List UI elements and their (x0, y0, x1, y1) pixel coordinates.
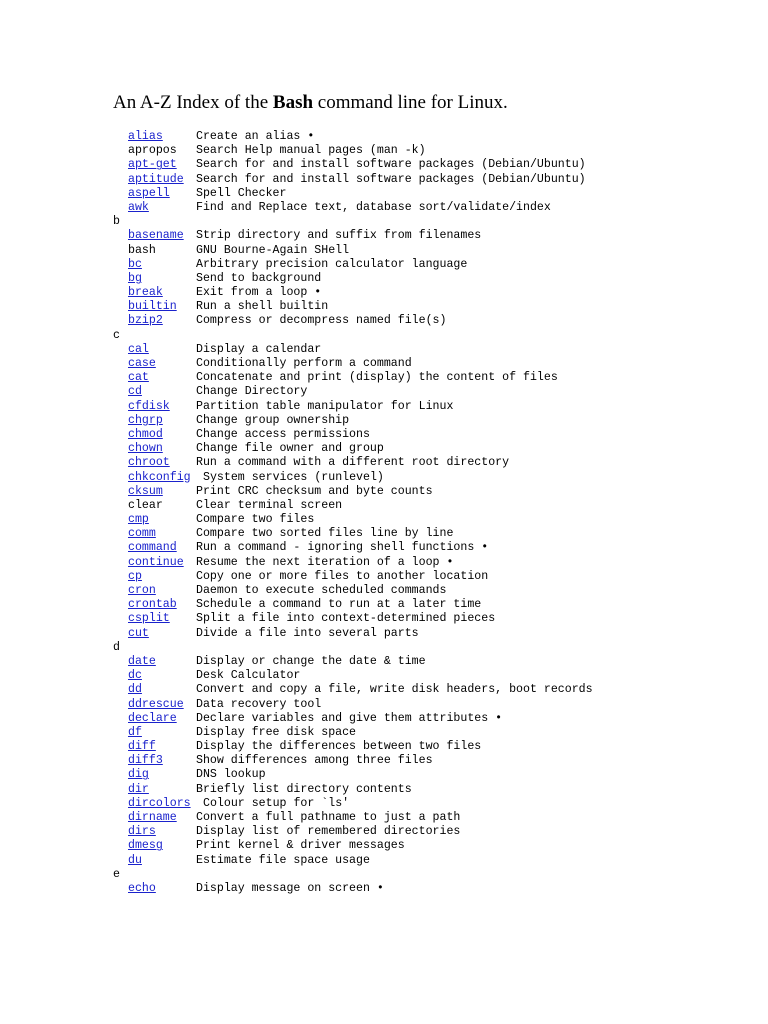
title-prefix: An A-Z Index of the (113, 92, 273, 113)
command-description: Briefly list directory contents (196, 782, 412, 796)
command-link-dirname[interactable]: dirname (128, 811, 177, 824)
command-link-diff3[interactable]: diff3 (128, 754, 163, 768)
command-row (0, 825, 768, 839)
command-link-bg[interactable]: bg (128, 271, 142, 285)
page-title (113, 91, 508, 115)
command-link-cal[interactable]: cal (128, 342, 149, 356)
command-row (0, 456, 768, 470)
command-row (0, 371, 768, 385)
command-link-echo[interactable]: echo (128, 881, 156, 895)
command-description: Convert and copy a file, write disk headers, boot records (196, 683, 593, 697)
command-row (0, 499, 768, 513)
command-description: Arbitrary precision calculator language (196, 257, 468, 271)
command-link-bc[interactable]: bc (128, 257, 142, 271)
section-letter: d (113, 640, 120, 654)
command-link-aptitude[interactable]: aptitude (128, 172, 184, 186)
command-row (0, 187, 768, 201)
command-link-date[interactable]: date (128, 654, 156, 668)
command-row (0, 570, 768, 584)
command-description: Display message on screen • (196, 881, 384, 895)
command-description: Search for and install software packages (Debian/Ubuntu) (196, 158, 586, 172)
command-row (0, 712, 768, 726)
command-link-du[interactable]: du (128, 853, 142, 867)
command-link-continue[interactable]: continue (128, 555, 184, 569)
command-row (0, 130, 768, 144)
command-description: Colour setup for `ls' (203, 796, 350, 810)
command-row (0, 768, 768, 782)
command-description: Change Directory (196, 385, 308, 399)
command-description: Estimate file space usage (196, 853, 370, 867)
command-row (0, 683, 768, 697)
section-letter: b (113, 215, 120, 229)
command-description: Divide a file into several parts (196, 626, 419, 640)
command-row (0, 485, 768, 499)
command-row (0, 797, 768, 811)
command-description: Create an alias • (196, 130, 315, 143)
command-link-chroot[interactable]: chroot (128, 456, 170, 470)
command-description: Send to background (196, 271, 322, 285)
command-description: Exit from a loop • (196, 286, 322, 300)
command-row (0, 541, 768, 555)
command-row (0, 584, 768, 598)
command-description: Copy one or more files to another location (196, 569, 489, 583)
command-description: Declare variables and give them attributes • (196, 711, 503, 725)
command-link-dircolors[interactable]: dircolors (128, 796, 191, 810)
command-link-df[interactable]: df (128, 725, 142, 739)
command-link-cp[interactable]: cp (128, 569, 142, 583)
command-row (0, 343, 768, 357)
command-link-cut[interactable]: cut (128, 626, 149, 640)
command-row (0, 173, 768, 187)
command-link-dig[interactable]: dig (128, 768, 149, 782)
command-description: Convert a full pathname to just a path (196, 811, 461, 824)
command-row (0, 144, 768, 158)
command-link-declare[interactable]: declare (128, 711, 177, 725)
command-row (0, 442, 768, 456)
command-description: Change file owner and group (196, 442, 384, 456)
command-description: Display list of remembered directories (196, 825, 461, 839)
command-row (0, 300, 768, 314)
command-description: Run a command with a different root directory (196, 456, 510, 470)
command-row (0, 754, 768, 768)
command-description: Search Help manual pages (man -k) (196, 144, 426, 158)
command-description: Display or change the date & time (196, 654, 426, 668)
command-row (0, 527, 768, 541)
command-row (0, 414, 768, 428)
command-description: Compare two sorted files line by line (196, 527, 454, 541)
command-link-comm[interactable]: comm (128, 527, 156, 541)
command-link-awk[interactable]: awk (128, 200, 149, 214)
section-letter-row (0, 329, 768, 343)
command-row (0, 740, 768, 754)
command-link-dirs[interactable]: dirs (128, 825, 156, 839)
command-link-chown[interactable]: chown (128, 442, 163, 456)
command-description: Desk Calculator (196, 669, 301, 683)
command-link-aspell[interactable]: aspell (128, 186, 170, 200)
command-row (0, 471, 768, 485)
command-row (0, 201, 768, 215)
command-description: Clear terminal screen (196, 498, 343, 512)
command-link-cron[interactable]: cron (128, 584, 156, 597)
command-link-chgrp[interactable]: chgrp (128, 413, 163, 427)
command-description: Change access permissions (196, 427, 370, 441)
command-description: Run a command - ignoring shell functions • (196, 541, 489, 555)
command-link-apt-get[interactable]: apt-get (128, 158, 177, 172)
command-link-diff[interactable]: diff (128, 740, 156, 754)
command-description: Search for and install software packages (Debian/Ubuntu) (196, 172, 586, 186)
command-row (0, 598, 768, 612)
command-row (0, 385, 768, 399)
command-link-dd[interactable]: dd (128, 683, 142, 697)
command-description: Find and Replace text, database sort/validate/index (196, 200, 551, 214)
command-link-crontab[interactable]: crontab (128, 598, 177, 612)
command-row (0, 314, 768, 328)
section-letter-row (0, 868, 768, 882)
command-link-cat[interactable]: cat (128, 371, 149, 385)
command-row (0, 158, 768, 172)
section-letter-row (0, 215, 768, 229)
command-link-basename[interactable]: basename (128, 229, 184, 243)
command-name-apropos: apropos (128, 144, 177, 158)
command-name-clear: clear (128, 498, 163, 512)
section-letter-row (0, 641, 768, 655)
command-row (0, 272, 768, 286)
command-link-command[interactable]: command (128, 541, 177, 555)
command-link-case[interactable]: case (128, 357, 156, 370)
command-description: Conditionally perform a command (196, 357, 412, 370)
command-description: GNU Bourne-Again SHell (196, 243, 350, 257)
command-row (0, 428, 768, 442)
title-bold: Bash (272, 92, 314, 113)
command-row (0, 357, 768, 371)
command-description: Spell Checker (196, 186, 287, 200)
command-row (0, 811, 768, 825)
command-link-dc[interactable]: dc (128, 669, 142, 683)
command-description: Print kernel & driver messages (196, 839, 405, 853)
command-description: Partition table manipulator for Linux (196, 399, 454, 413)
command-link-ddrescue[interactable]: ddrescue (128, 697, 184, 711)
command-row (0, 783, 768, 797)
command-row (0, 726, 768, 740)
command-description: DNS lookup (196, 768, 266, 782)
command-row (0, 400, 768, 414)
command-row (0, 244, 768, 258)
command-row (0, 556, 768, 570)
command-description: Compress or decompress named file(s) (196, 314, 447, 328)
section-letter: c (113, 328, 120, 342)
command-row (0, 286, 768, 300)
command-row (0, 229, 768, 243)
command-description: Concatenate and print (display) the content of files (196, 371, 558, 385)
command-description: Show differences among three files (196, 754, 433, 768)
title-suffix: command line for Linux. (313, 92, 508, 113)
command-description: Resume the next iteration of a loop • (196, 555, 454, 569)
command-description: Compare two files (196, 513, 315, 527)
command-description: Change group ownership (196, 413, 350, 427)
section-letter: e (113, 867, 120, 881)
command-description: Print CRC checksum and byte counts (196, 484, 433, 498)
command-description: Display the differences between two files (196, 740, 482, 754)
command-row (0, 669, 768, 683)
command-link-builtin[interactable]: builtin (128, 300, 177, 314)
command-description: Run a shell builtin (196, 300, 329, 314)
command-description: Data recovery tool (196, 697, 322, 711)
command-link-cmp[interactable]: cmp (128, 513, 149, 527)
command-description: Split a file into context-determined pieces (196, 612, 496, 626)
command-row (0, 513, 768, 527)
command-description: System services (runlevel) (203, 470, 384, 484)
command-link-alias[interactable]: alias (128, 130, 163, 143)
command-description: Display a calendar (196, 342, 322, 356)
command-link-bzip2[interactable]: bzip2 (128, 314, 163, 328)
command-row (0, 655, 768, 669)
command-row (0, 839, 768, 853)
command-link-cd[interactable]: cd (128, 385, 142, 399)
command-row (0, 882, 768, 896)
command-link-chmod[interactable]: chmod (128, 427, 163, 441)
command-description: Display free disk space (196, 725, 357, 739)
command-description: Schedule a command to run at a later time (196, 598, 482, 612)
command-link-csplit[interactable]: csplit (128, 612, 170, 626)
command-link-break[interactable]: break (128, 286, 163, 300)
command-link-cfdisk[interactable]: cfdisk (128, 399, 170, 413)
command-link-dir[interactable]: dir (128, 782, 149, 796)
command-row (0, 698, 768, 712)
command-link-dmesg[interactable]: dmesg (128, 839, 163, 853)
command-description: Daemon to execute scheduled commands (196, 584, 447, 597)
command-description: Strip directory and suffix from filenames (196, 229, 482, 243)
command-index (0, 130, 768, 896)
command-link-cksum[interactable]: cksum (128, 484, 163, 498)
command-row (0, 612, 768, 626)
command-row (0, 854, 768, 868)
command-link-chkconfig[interactable]: chkconfig (128, 470, 191, 484)
command-row (0, 627, 768, 641)
command-name-bash: bash (128, 243, 156, 257)
command-row (0, 258, 768, 272)
